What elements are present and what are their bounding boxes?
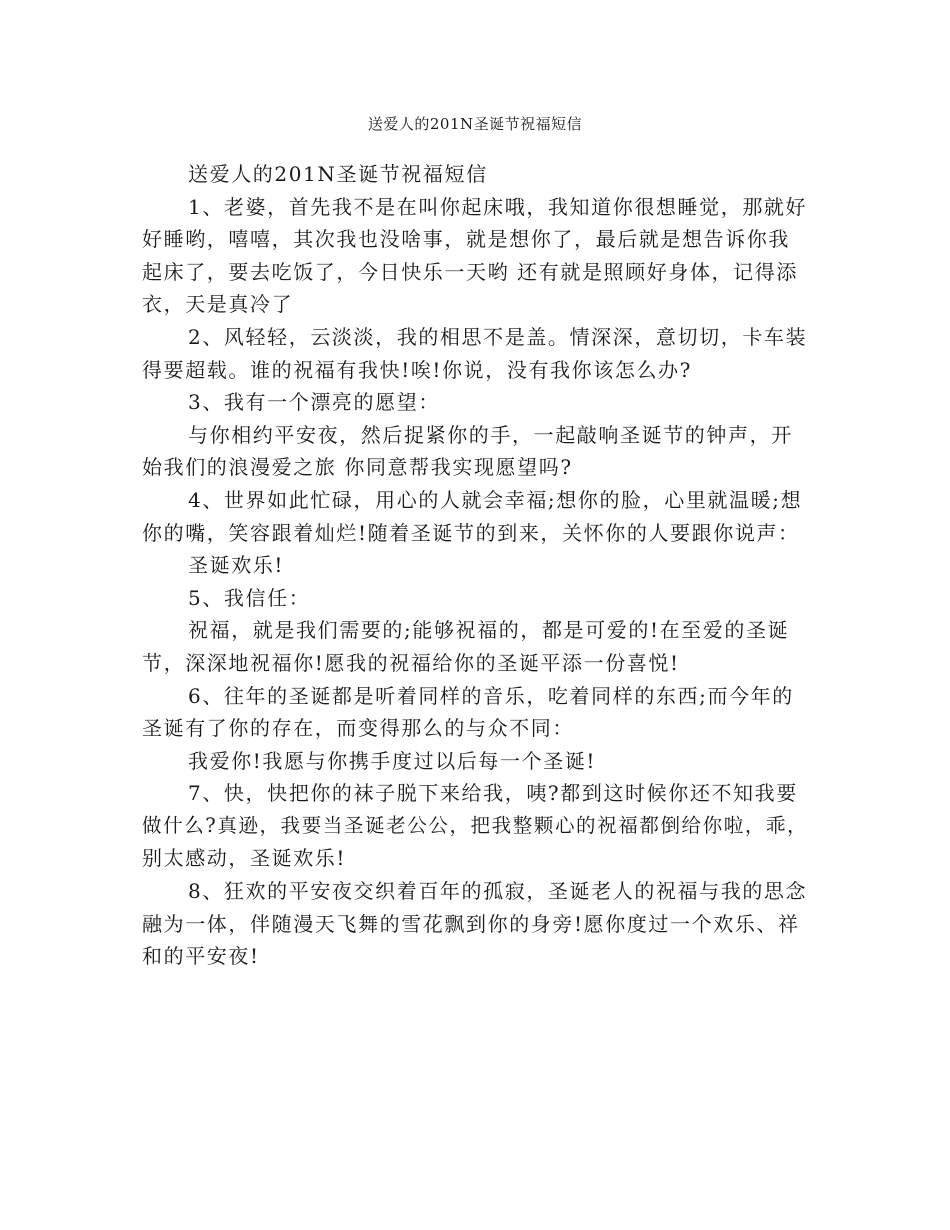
text-line: 节，深深地祝福你!愿我的祝福给你的圣诞平添一份喜悦! xyxy=(142,650,680,675)
text-line: 7、快，快把你的袜子脱下来给我，咦?都到这时候你还不知我要 xyxy=(188,781,798,806)
text-line: 1、老婆，首先我不是在叫你起床哦，我知道你很想睡觉，那就好 xyxy=(188,194,808,219)
text-line: 得要超载。谁的祝福有我快!唉!你说，没有我你该怎么办? xyxy=(142,357,692,382)
text-line: 送爱人的201N圣诞节祝福短信 xyxy=(188,162,488,186)
text-line: 好睡哟，嘻嘻，其次我也没啥事，就是想你了，最后就是想告诉你我 xyxy=(142,227,790,252)
text-line: 6、往年的圣诞都是听着同样的音乐，吃着同样的东西;而今年的 xyxy=(188,683,794,708)
text-line: 圣诞有了你的存在，而变得那么的与众不同： xyxy=(142,716,574,741)
text-line: 祝福，就是我们需要的;能够祝福的，都是可爱的!在至爱的圣诞 xyxy=(188,618,790,643)
text-line: 衣，天是真冷了 xyxy=(142,292,294,317)
text-line: 与你相约平安夜，然后捉紧你的手，一起敲响圣诞节的钟声，开 xyxy=(188,422,793,447)
text-line: 8、狂欢的平安夜交织着百年的孤寂，圣诞老人的祝福与我的思念 xyxy=(188,879,808,904)
text-line: 做什么?真逊，我要当圣诞老公公，把我整颗心的祝福都倒给你啦，乖， xyxy=(142,813,809,837)
document-body xyxy=(142,158,814,973)
text-line: 别太感动，圣诞欢乐! xyxy=(142,846,347,871)
text-line: 融为一体，伴随漫天飞舞的雪花飘到你的身旁!愿你度过一个欢乐、祥 xyxy=(142,911,800,936)
text-line: 和的平安夜! xyxy=(142,944,260,969)
page-header: 送爱人的201N圣诞节祝福短信 xyxy=(367,115,583,133)
text-line: 始我们的浪漫爱之旅 你同意帮我实现愿望吗? xyxy=(142,455,573,480)
text-line: 起床了，要去吃饭了，今日快乐一天哟 还有就是照顾好身体，记得添 xyxy=(142,259,798,284)
text-line: 你的嘴，笑容跟着灿烂!随着圣诞节的到来，关怀你的人要跟你说声： xyxy=(142,520,800,545)
text-line: 3、我有一个漂亮的愿望： xyxy=(188,390,440,415)
text-line: 我爱你!我愿与你携手度过以后每一个圣诞! xyxy=(188,748,597,773)
text-line: 5、我信任： xyxy=(188,585,311,610)
text-line: 圣诞欢乐! xyxy=(188,553,285,578)
text-line: 2、风轻轻，云淡淡，我的相思不是盖。情深深，意切切，卡车装 xyxy=(188,324,808,349)
text-line: 4、世界如此忙碌，用心的人就会幸福;想你的脸，心里就温暖;想 xyxy=(188,487,803,512)
